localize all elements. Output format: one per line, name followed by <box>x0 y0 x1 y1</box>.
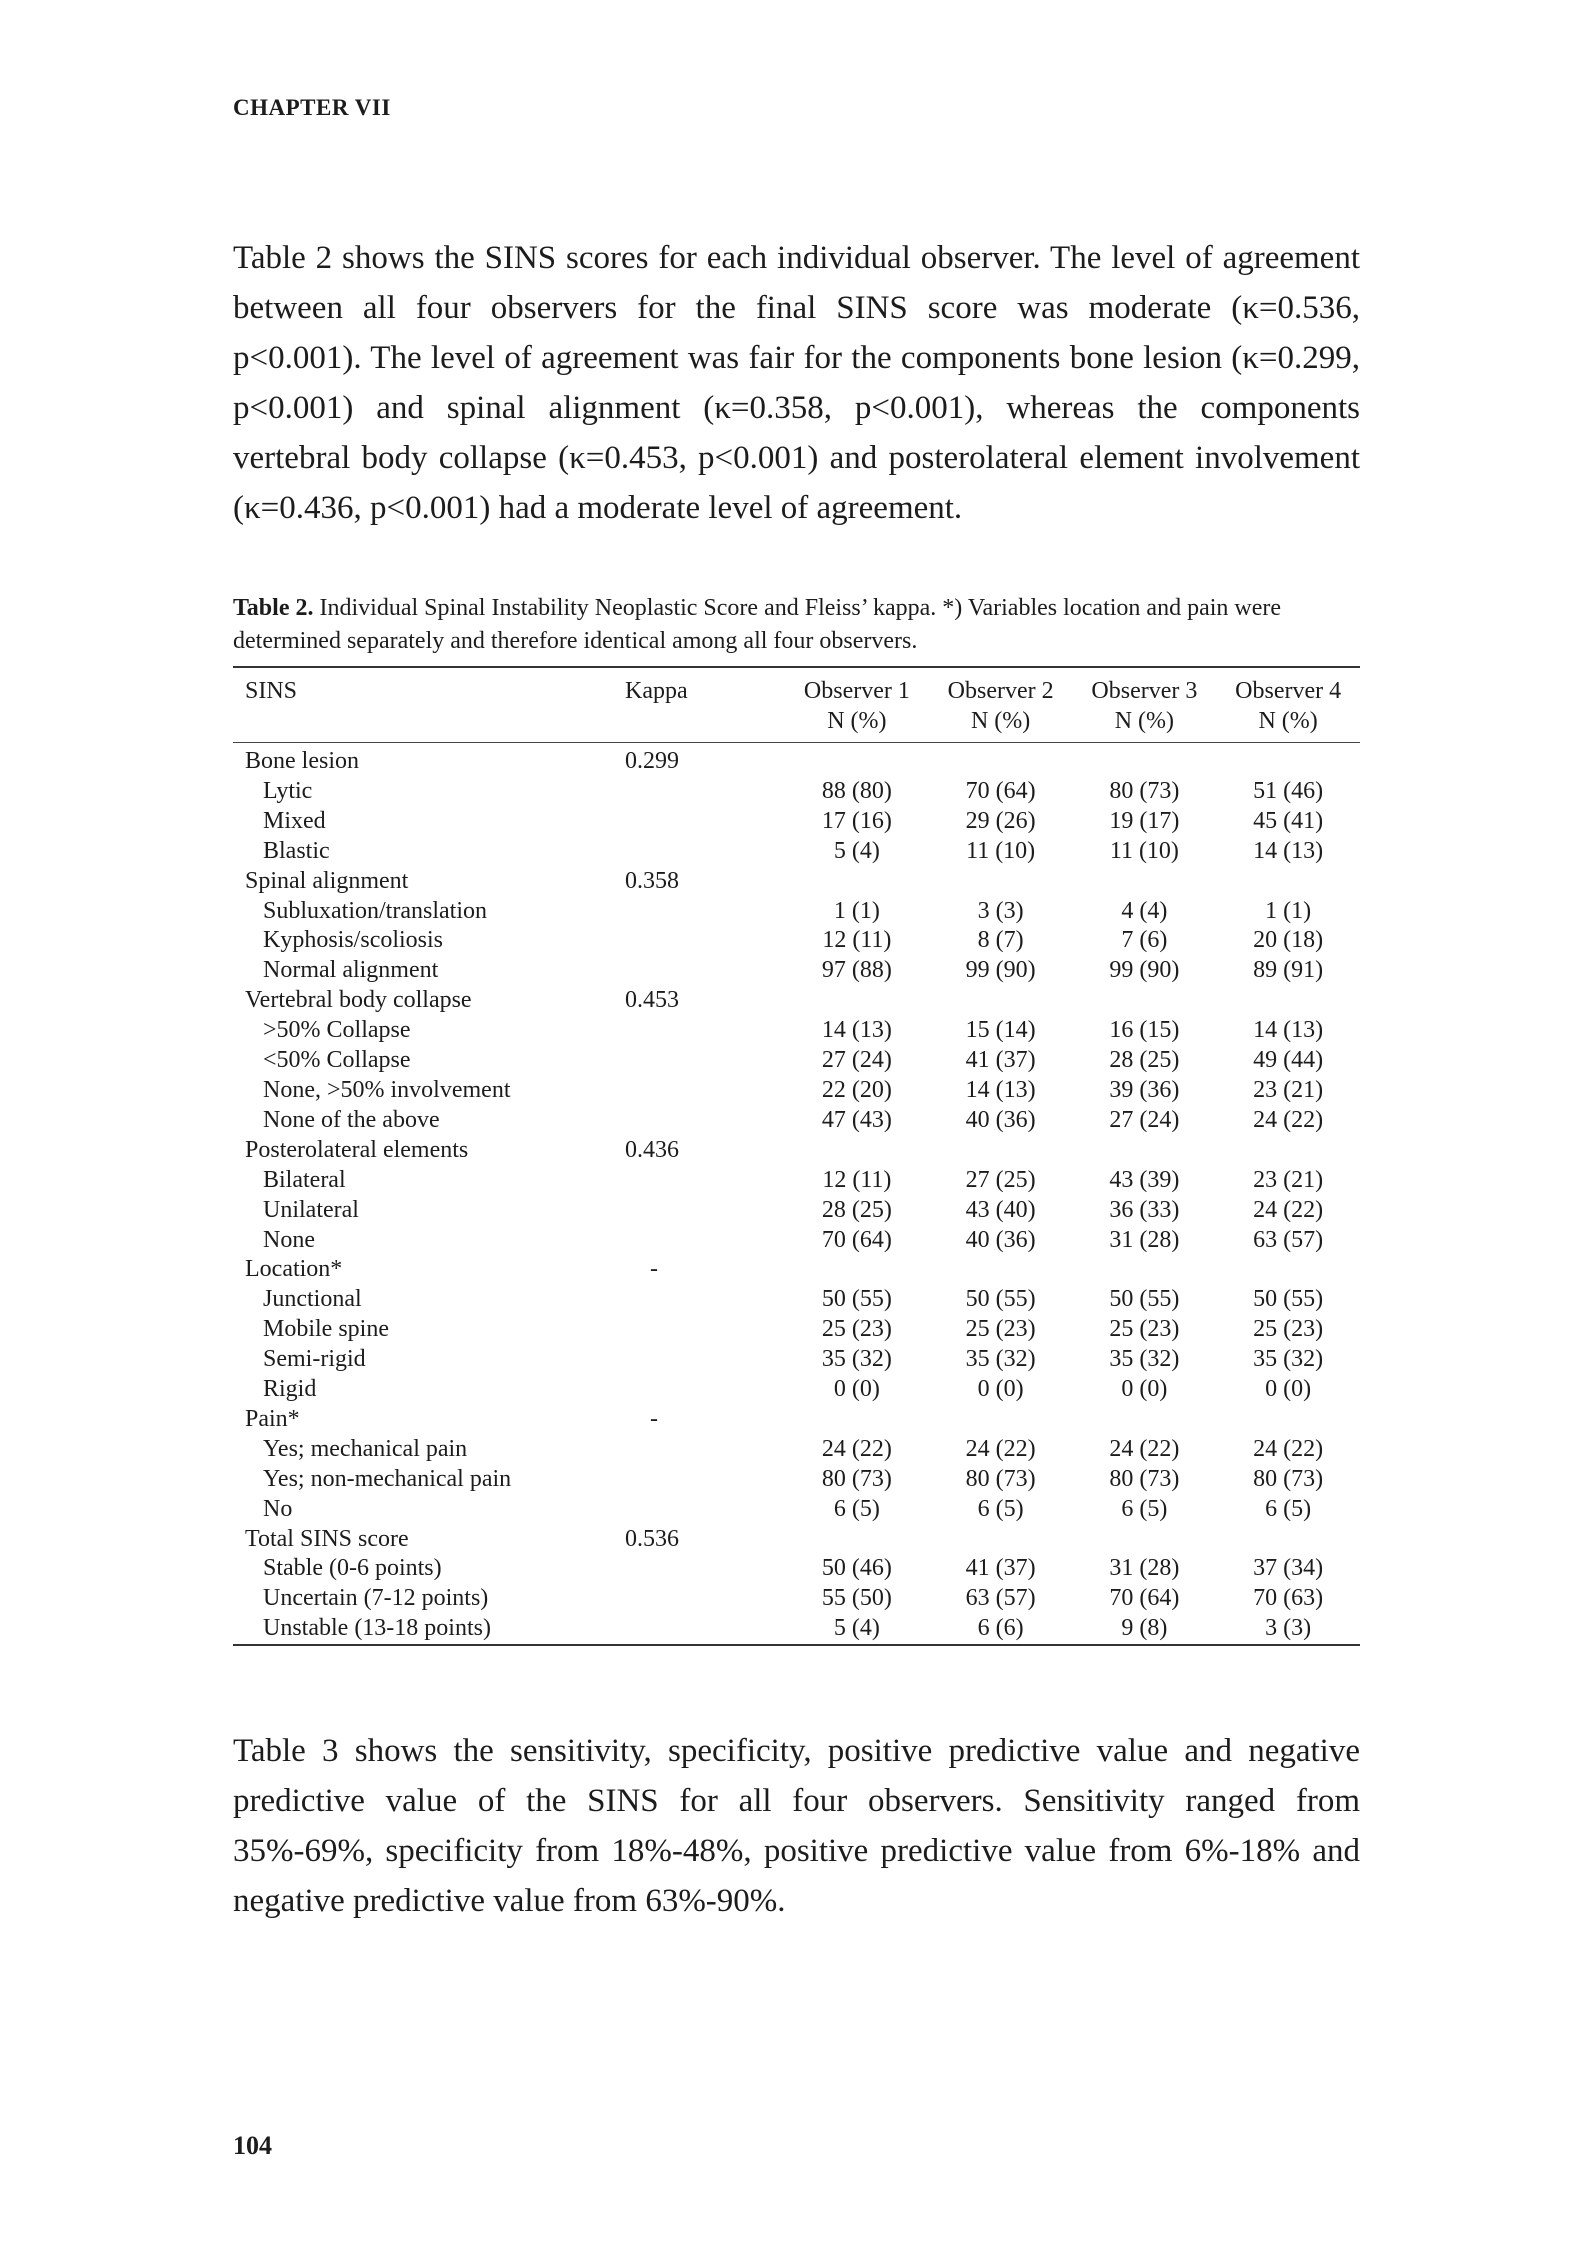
kappa-value <box>605 1345 785 1375</box>
observer-1-value: 12 (11) <box>822 927 892 954</box>
table-row <box>233 926 1360 956</box>
observer-2-value: 63 (57) <box>965 1585 1036 1612</box>
kappa-value <box>605 1315 785 1345</box>
observer-4-value <box>1216 743 1360 777</box>
observer-2-value: 8 (7) <box>977 927 1024 954</box>
observer-1-value: 25 (23) <box>821 1316 892 1343</box>
header-observer-3 <box>1073 667 1217 743</box>
header-observer-1 <box>785 667 929 743</box>
observer-4-value: 50 (55) <box>1253 1286 1324 1313</box>
table-row <box>233 1375 1360 1405</box>
header-observer-2-unit: N (%) <box>970 708 1031 734</box>
table-row <box>233 1226 1360 1256</box>
observer-3-value <box>1073 986 1217 1016</box>
kappa-value <box>605 1614 785 1645</box>
observer-2-value: 41 (37) <box>965 1047 1036 1074</box>
observer-2-value <box>929 986 1073 1016</box>
table-row <box>233 1315 1360 1345</box>
observer-4-value: 45 (41) <box>1253 807 1324 834</box>
subcategory-label: Junctional <box>263 1286 362 1313</box>
header-observer-3-unit: N (%) <box>1114 708 1175 734</box>
observer-1-value <box>785 1405 929 1435</box>
table-body <box>233 743 1360 1646</box>
observer-3-value: 11 (10) <box>1109 837 1179 864</box>
observer-4-value: 24 (22) <box>1253 1106 1324 1133</box>
table-row <box>233 1345 1360 1375</box>
observer-4-value: 35 (32) <box>1253 1346 1324 1373</box>
observer-4-value <box>1216 1405 1360 1435</box>
observer-2-value: 6 (5) <box>977 1495 1024 1522</box>
table-row <box>233 837 1360 867</box>
subcategory-label: Bilateral <box>263 1166 346 1193</box>
observer-3-value: 4 (4) <box>1121 897 1168 924</box>
observer-1-value: 5 (4) <box>833 1615 880 1642</box>
table-row <box>233 1465 1360 1495</box>
observer-4-value <box>1216 986 1360 1016</box>
observer-2-value: 3 (3) <box>977 897 1024 924</box>
observer-4-value: 80 (73) <box>1253 1465 1324 1492</box>
observer-3-value: 28 (25) <box>1109 1047 1180 1074</box>
observer-2-value: 0 (0) <box>977 1376 1024 1403</box>
header-sins: SINS <box>245 678 298 704</box>
observer-3-value: 43 (39) <box>1109 1166 1180 1193</box>
observer-4-value: 63 (57) <box>1253 1226 1324 1253</box>
observer-2-value <box>929 867 1073 897</box>
kappa-value <box>605 837 785 867</box>
observer-2-value: 50 (55) <box>965 1286 1036 1313</box>
observer-2-value: 40 (36) <box>965 1106 1036 1133</box>
category-label: Vertebral body collapse <box>245 987 472 1014</box>
kappa-value <box>605 777 785 807</box>
observer-3-value <box>1073 1525 1217 1555</box>
observer-3-value: 50 (55) <box>1109 1286 1180 1313</box>
observer-1-value: 22 (20) <box>821 1076 892 1103</box>
header-kappa: Kappa <box>625 678 688 704</box>
kappa-value: - <box>650 1256 658 1283</box>
observer-3-value: 99 (90) <box>1109 957 1180 984</box>
observer-3-value: 80 (73) <box>1109 1465 1180 1492</box>
observer-4-value <box>1216 867 1360 897</box>
observer-1-value <box>785 1136 929 1166</box>
subcategory-label: Mixed <box>263 807 326 834</box>
kappa-value: - <box>650 1405 658 1432</box>
observer-3-value: 24 (22) <box>1109 1435 1180 1462</box>
category-label: Bone lesion <box>245 748 359 774</box>
kappa-value: 0.436 <box>625 1136 679 1163</box>
observer-2-value: 6 (6) <box>977 1615 1024 1642</box>
kappa-value: 0.453 <box>625 987 679 1014</box>
observer-3-value <box>1073 1255 1217 1285</box>
observer-4-value: 49 (44) <box>1253 1047 1324 1074</box>
observer-1-value: 1 (1) <box>833 897 880 924</box>
observer-3-value: 31 (28) <box>1109 1226 1180 1253</box>
table-row <box>233 743 1360 777</box>
observer-4-value: 1 (1) <box>1265 897 1312 924</box>
kappa-value <box>605 1465 785 1495</box>
observer-1-value: 70 (64) <box>821 1226 892 1253</box>
kappa-value <box>605 1046 785 1076</box>
header-observer-3-name: Observer 3 <box>1091 678 1198 704</box>
kappa-value <box>605 807 785 837</box>
subcategory-label: Normal alignment <box>263 957 439 984</box>
table-row <box>233 1136 1360 1166</box>
observer-2-value: 70 (64) <box>965 777 1036 804</box>
observer-4-value: 3 (3) <box>1265 1615 1312 1642</box>
subcategory-label: Kyphosis/scoliosis <box>263 927 444 954</box>
observer-1-value: 28 (25) <box>821 1196 892 1223</box>
observer-3-value: 9 (8) <box>1121 1615 1168 1642</box>
subcategory-label: Semi-rigid <box>263 1346 366 1373</box>
observer-3-value: 39 (36) <box>1109 1076 1180 1103</box>
observer-3-value: 31 (28) <box>1109 1555 1180 1582</box>
chapter-header: CHAPTER VII <box>233 95 391 120</box>
table-row <box>233 1166 1360 1196</box>
observer-1-value: 80 (73) <box>821 1465 892 1492</box>
observer-2-value: 99 (90) <box>965 957 1036 984</box>
table-row <box>233 867 1360 897</box>
observer-4-value: 14 (13) <box>1253 837 1324 864</box>
observer-4-value: 51 (46) <box>1253 777 1324 804</box>
subcategory-label: Rigid <box>263 1376 317 1403</box>
observer-2-value <box>929 1255 1073 1285</box>
kappa-value <box>605 926 785 956</box>
table-row <box>233 1255 1360 1285</box>
observer-2-value: 15 (14) <box>965 1017 1036 1044</box>
kappa-value <box>605 1106 785 1136</box>
table-row <box>233 1405 1360 1435</box>
table-row <box>233 1554 1360 1584</box>
subcategory-label: Mobile spine <box>263 1316 389 1343</box>
kappa-value: 0.299 <box>625 748 679 774</box>
observer-2-value: 43 (40) <box>965 1196 1036 1223</box>
subcategory-label: Unstable (13-18 points) <box>263 1615 491 1642</box>
table-row <box>233 1525 1360 1555</box>
kappa-value <box>605 1495 785 1525</box>
observer-1-value: 50 (55) <box>821 1286 892 1313</box>
kappa-value <box>605 1435 785 1465</box>
observer-3-value: 36 (33) <box>1109 1196 1180 1223</box>
observer-3-value <box>1073 1405 1217 1435</box>
subcategory-label: None of the above <box>263 1106 440 1133</box>
header-observer-4 <box>1216 667 1360 743</box>
observer-1-value: 88 (80) <box>821 777 892 804</box>
observer-1-value: 14 (13) <box>821 1017 892 1044</box>
observer-1-value: 24 (22) <box>821 1435 892 1462</box>
sins-table <box>233 666 1360 1646</box>
header-observer-2 <box>929 667 1073 743</box>
observer-2-value: 27 (25) <box>965 1166 1036 1193</box>
observer-1-value: 27 (24) <box>821 1047 892 1074</box>
table-row <box>233 1285 1360 1315</box>
subcategory-label: None, >50% involvement <box>263 1076 511 1103</box>
observer-3-value: 70 (64) <box>1109 1585 1180 1612</box>
observer-1-value <box>785 1255 929 1285</box>
subcategory-label: Subluxation/translation <box>263 897 487 924</box>
observer-2-value: 24 (22) <box>965 1435 1036 1462</box>
observer-4-value: 89 (91) <box>1253 957 1324 984</box>
observer-4-value: 25 (23) <box>1253 1316 1324 1343</box>
header-observer-2-name: Observer 2 <box>947 678 1054 704</box>
observer-1-value: 17 (16) <box>821 807 892 834</box>
observer-3-value: 19 (17) <box>1109 807 1180 834</box>
table-header-row <box>233 667 1360 743</box>
table-row <box>233 1196 1360 1226</box>
observer-2-value: 14 (13) <box>965 1076 1036 1103</box>
observer-3-value <box>1073 743 1217 777</box>
subcategory-label: Blastic <box>263 837 330 864</box>
observer-4-value: 23 (21) <box>1253 1166 1324 1193</box>
observer-1-value: 5 (4) <box>833 837 880 864</box>
observer-4-value: 14 (13) <box>1253 1017 1324 1044</box>
table-row <box>233 1435 1360 1465</box>
subcategory-label: Yes; non-mechanical pain <box>263 1465 512 1492</box>
observer-3-value <box>1073 867 1217 897</box>
observer-4-value: 20 (18) <box>1253 927 1324 954</box>
table-caption <box>233 592 1360 658</box>
observer-1-value: 12 (11) <box>822 1166 892 1193</box>
category-label: Pain* <box>245 1405 300 1432</box>
category-label: Posterolateral elements <box>245 1136 469 1163</box>
observer-2-value <box>929 743 1073 777</box>
table-row <box>233 956 1360 986</box>
header-observer-4-unit: N (%) <box>1258 708 1318 734</box>
observer-1-value <box>785 867 929 897</box>
page-number: 104 <box>233 2131 272 2160</box>
subcategory-label: Uncertain (7-12 points) <box>263 1585 489 1612</box>
kappa-value: 0.536 <box>625 1525 679 1552</box>
observer-1-value <box>785 986 929 1016</box>
table-row <box>233 1106 1360 1136</box>
observer-4-value: 0 (0) <box>1265 1376 1312 1403</box>
observer-1-value <box>785 1525 929 1555</box>
observer-2-value <box>929 1405 1073 1435</box>
kappa-value <box>605 956 785 986</box>
table-row <box>233 1495 1360 1525</box>
header-observer-1-name: Observer 1 <box>803 678 910 704</box>
table-caption-label: Table 2. <box>233 595 314 621</box>
observer-3-value: 27 (24) <box>1109 1106 1180 1133</box>
kappa-value <box>605 1375 785 1405</box>
observer-4-value: 6 (5) <box>1265 1495 1312 1522</box>
observer-4-value: 24 (22) <box>1253 1435 1324 1462</box>
subcategory-label: Unilateral <box>263 1196 359 1223</box>
table-row <box>233 1016 1360 1046</box>
subcategory-label: Stable (0-6 points) <box>263 1555 442 1582</box>
kappa-value <box>605 1196 785 1226</box>
observer-3-value: 35 (32) <box>1109 1346 1180 1373</box>
observer-2-value: 41 (37) <box>965 1555 1036 1582</box>
observer-2-value <box>929 1136 1073 1166</box>
table-row <box>233 1046 1360 1076</box>
observer-4-value: 37 (34) <box>1253 1555 1324 1582</box>
observer-1-value <box>785 743 929 777</box>
observer-1-value: 55 (50) <box>821 1585 892 1612</box>
observer-1-value: 47 (43) <box>821 1106 892 1133</box>
observer-3-value: 0 (0) <box>1121 1376 1168 1403</box>
observer-1-value: 97 (88) <box>821 957 892 984</box>
category-label: Total SINS score <box>245 1525 409 1552</box>
table-row <box>233 986 1360 1016</box>
kappa-value <box>605 1016 785 1046</box>
observer-3-value: 7 (6) <box>1121 927 1168 954</box>
observer-1-value: 50 (46) <box>821 1555 892 1582</box>
observer-3-value: 6 (5) <box>1121 1495 1168 1522</box>
observer-2-value: 80 (73) <box>965 1465 1036 1492</box>
observer-1-value: 6 (5) <box>833 1495 880 1522</box>
kappa-value <box>605 1554 785 1584</box>
kappa-value <box>605 1076 785 1106</box>
observer-2-value: 40 (36) <box>965 1226 1036 1253</box>
observer-4-value: 24 (22) <box>1253 1196 1324 1223</box>
observer-2-value <box>929 1525 1073 1555</box>
kappa-value <box>605 1166 785 1196</box>
kappa-value <box>605 1584 785 1614</box>
subcategory-label: <50% Collapse <box>263 1047 411 1074</box>
table-row <box>233 807 1360 837</box>
subcategory-label: Lytic <box>263 777 313 804</box>
category-label: Spinal alignment <box>245 867 409 894</box>
observer-3-value <box>1073 1136 1217 1166</box>
table-row <box>233 897 1360 927</box>
table-caption-text: Individual Spinal Instability Neoplastic Score and Fleiss’ kappa. *) Variables location and pain were determined separately and therefore identical among all four observers. <box>233 595 1282 654</box>
observer-2-value: 29 (26) <box>965 807 1036 834</box>
kappa-value: 0.358 <box>625 867 679 894</box>
subcategory-label: >50% Collapse <box>263 1017 411 1044</box>
subcategory-label: No <box>263 1495 293 1522</box>
observer-1-value: 0 (0) <box>833 1376 880 1403</box>
kappa-value <box>605 897 785 927</box>
observer-2-value: 25 (23) <box>965 1316 1036 1343</box>
header-observer-4-name: Observer 4 <box>1235 678 1342 704</box>
subcategory-label: None <box>263 1226 315 1253</box>
kappa-value <box>605 1226 785 1256</box>
observer-3-value: 16 (15) <box>1109 1017 1180 1044</box>
observer-4-value <box>1216 1525 1360 1555</box>
intro-paragraph: Table 2 shows the SINS scores for each individual observer. The level of agreement between all four observers for the final SINS score was moderate (κ=0.536, p<0.001). The level of agreement was fair for the components bone lesion (κ=0.299, p<0.001) and spinal alignment (κ=0.358, p<0.001), whereas the components vertebral body collapse (κ=0.453, p<0.001) and posterolateral element involvement (κ=0.436, p<0.001) had a moderate level of agreement. <box>233 240 1360 526</box>
closing-paragraph: Table 3 shows the sensitivity, specificity, positive predictive value and negative predictive value of the SINS for all four observers. Sensitivity ranged from 35%-69%, specificity from 18%-48%, positive predictive value from 6%-18% and negative predictive value from 63%-90%. <box>233 1733 1360 1919</box>
observer-4-value <box>1216 1255 1360 1285</box>
observer-2-value: 11 (10) <box>966 837 1036 864</box>
header-observer-1-unit: N (%) <box>827 708 887 734</box>
observer-4-value: 23 (21) <box>1253 1076 1324 1103</box>
observer-3-value: 25 (23) <box>1109 1316 1180 1343</box>
category-label: Location* <box>245 1256 343 1283</box>
table-row <box>233 777 1360 807</box>
subcategory-label: Yes; mechanical pain <box>263 1435 468 1462</box>
observer-1-value: 35 (32) <box>821 1346 892 1373</box>
observer-2-value: 35 (32) <box>965 1346 1036 1373</box>
observer-4-value: 70 (63) <box>1253 1585 1324 1612</box>
observer-3-value: 80 (73) <box>1109 777 1180 804</box>
table-row <box>233 1584 1360 1614</box>
table-row <box>233 1614 1360 1645</box>
observer-4-value <box>1216 1136 1360 1166</box>
table-row <box>233 1076 1360 1106</box>
kappa-value <box>605 1285 785 1315</box>
